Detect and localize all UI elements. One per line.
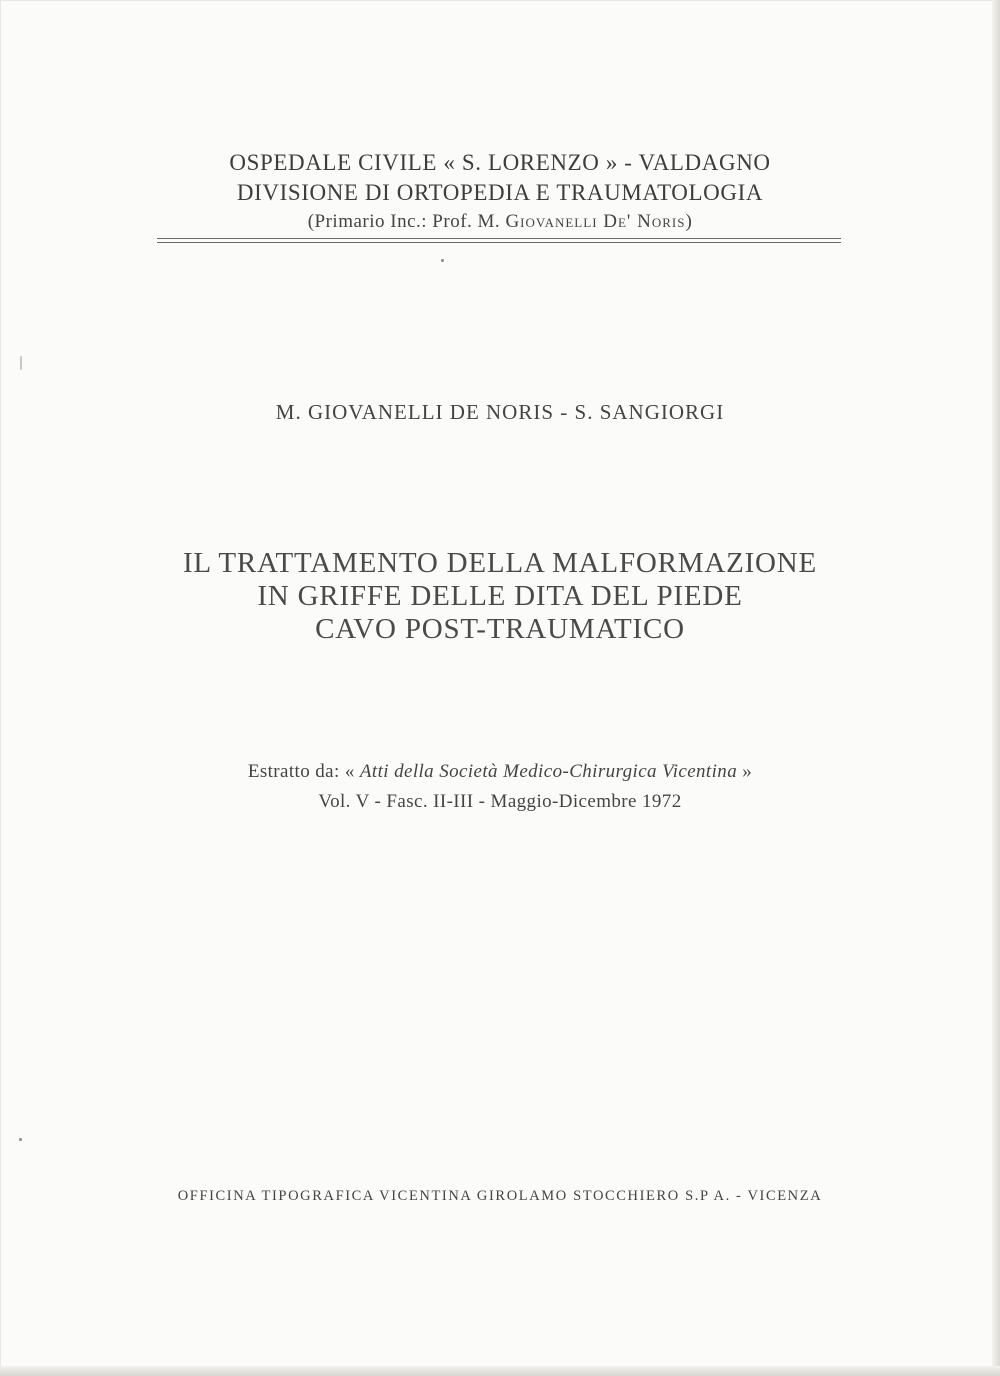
- printer-imprint: OFFICINA TIPOGRAFICA VICENTINA GIROLAMO STOCCHIERO S.P A. - VICENZA: [177, 1188, 823, 1204]
- volume-info: Vol. V - Fasc. II-III - Maggio-Dicembre 1972: [318, 791, 682, 812]
- journal-name: Atti della Società Medico-Chirurgica Vicentina: [359, 761, 738, 782]
- extract-source: [0, 757, 1000, 787]
- extract-prefix: Estratto da: «: [247, 761, 360, 782]
- primario-prefix: (Primario Inc.: Prof. M.: [307, 211, 506, 232]
- paper-edge-bottom: [0, 1366, 1000, 1376]
- primario-line: [0, 208, 1000, 236]
- header-rule-top: [157, 238, 841, 239]
- title-line-2: IN GRIFFE DELLE DITA DEL PIEDE: [257, 580, 743, 612]
- extract-suffix: »: [737, 761, 753, 782]
- paper-speck: [441, 259, 444, 262]
- hospital-name: OSPEDALE CIVILE « S. LORENZO » - VALDAGNO: [229, 150, 771, 175]
- paper-edge-right: [992, 0, 1000, 1376]
- paper-mark: [20, 356, 22, 370]
- title-line-3: CAVO POST-TRAUMATICO: [315, 613, 685, 645]
- primario-suffix: ): [685, 211, 693, 232]
- primario-name: Giovanelli De' Noris: [505, 211, 686, 232]
- header-rule-bottom: [157, 242, 841, 243]
- paper-speck: [19, 1138, 22, 1141]
- division-name: DIVISIONE DI ORTOPEDIA E TRAUMATOLOGIA: [236, 180, 764, 205]
- authors: M. GIOVANELLI DE NORIS - S. SANGIORGI: [275, 400, 725, 424]
- title-line-1: IL TRATTAMENTO DELLA MALFORMAZIONE: [182, 547, 818, 579]
